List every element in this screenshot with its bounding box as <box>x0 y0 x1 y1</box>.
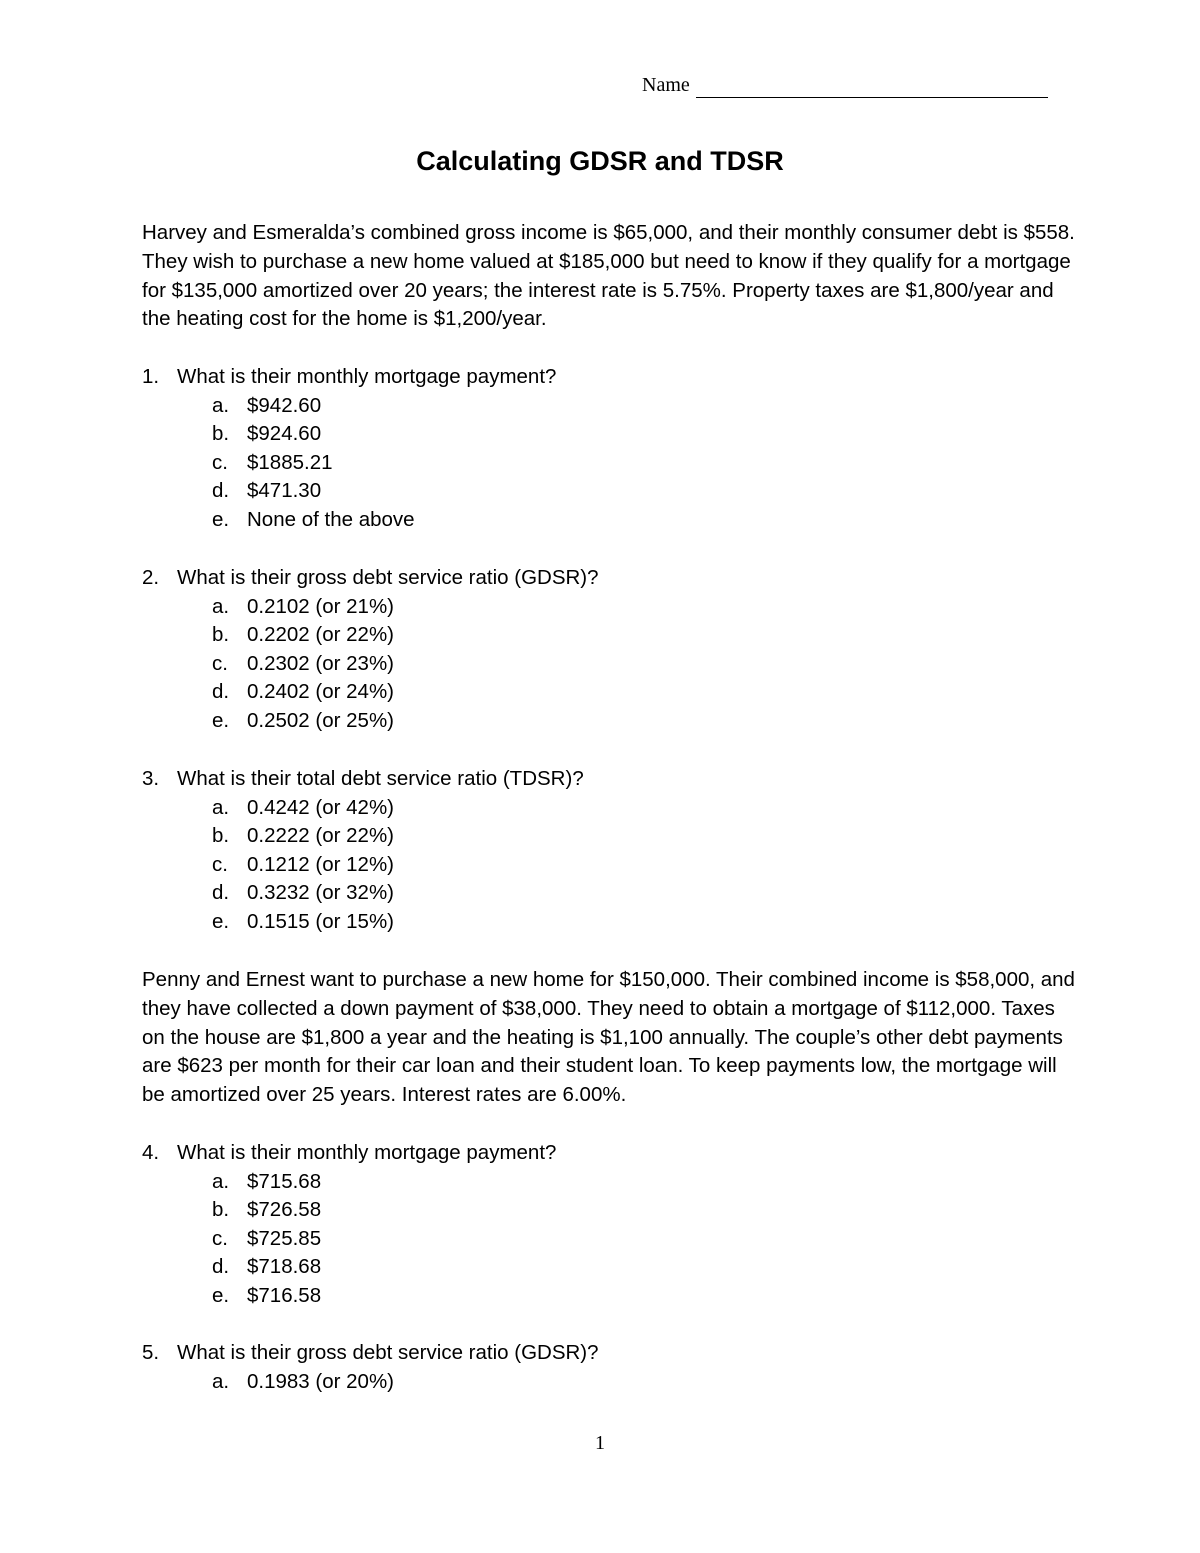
answer-option <box>142 506 1077 535</box>
option-letter: b. <box>212 1198 230 1222</box>
option-letter: c. <box>212 450 228 474</box>
answer-option <box>142 392 1077 421</box>
option-letter: d. <box>212 1255 230 1279</box>
option-letter: c. <box>212 852 228 876</box>
answer-option <box>142 794 1077 823</box>
answer-option <box>142 1168 1077 1197</box>
option-text: $726.58 <box>247 1198 322 1222</box>
option-text: $715.68 <box>247 1169 322 1193</box>
question-4 <box>142 1139 1077 1311</box>
option-text: $1885.21 <box>247 450 333 474</box>
option-text: $942.60 <box>247 393 322 417</box>
option-letter: e. <box>212 1283 230 1307</box>
page-title: Calculating GDSR and TDSR <box>416 146 784 176</box>
option-letter: a. <box>212 393 230 417</box>
option-text: $725.85 <box>247 1226 322 1250</box>
answer-options <box>142 1368 1077 1397</box>
answer-option <box>142 621 1077 650</box>
answer-option <box>142 1196 1077 1225</box>
option-text: $471.30 <box>247 479 322 503</box>
option-letter: c. <box>212 1226 228 1250</box>
option-text: 0.2502 (or 25%) <box>247 708 395 732</box>
option-text: 0.1515 (or 15%) <box>247 909 395 933</box>
answer-options <box>142 794 1077 937</box>
question-text <box>142 363 1077 392</box>
option-letter: a. <box>212 795 230 819</box>
question-prompt: What is their monthly mortgage payment? <box>177 365 557 388</box>
answer-option <box>142 477 1077 506</box>
option-letter: b. <box>212 422 230 446</box>
option-text: $924.60 <box>247 422 322 446</box>
option-text: 0.3232 (or 32%) <box>247 881 395 905</box>
option-text: 0.2202 (or 22%) <box>247 623 395 647</box>
option-text: 0.1212 (or 12%) <box>247 852 395 876</box>
answer-option <box>142 1253 1077 1282</box>
answer-option <box>142 420 1077 449</box>
scenario-paragraph-1: Harvey and Esmeralda’s combined gross income is $65,000, and their monthly consumer debt is $558. They wish to purchase a new home valued at $185,000 but need to know if they qualify for a mortgage for $135,000 amortized over 20 years; the interest rate is 5.75%. Property taxes are $1,800/year and the heating cost for the home is $1,200/year. <box>142 221 1075 331</box>
question-text <box>142 765 1077 794</box>
option-text: $716.58 <box>247 1283 322 1307</box>
option-text: 0.1983 (or 20%) <box>247 1369 395 1393</box>
question-number: 2. <box>142 566 160 589</box>
option-letter: d. <box>212 479 230 503</box>
answer-options <box>142 1168 1077 1311</box>
name-label: Name <box>642 74 690 96</box>
option-text: 0.2302 (or 23%) <box>247 651 395 675</box>
answer-options <box>142 593 1077 736</box>
question-5 <box>142 1339 1077 1396</box>
question-prompt: What is their monthly mortgage payment? <box>177 1141 557 1164</box>
question-3 <box>142 765 1077 937</box>
answer-option <box>142 650 1077 679</box>
question-1 <box>142 363 1077 535</box>
answer-option <box>142 908 1077 937</box>
question-text <box>142 1139 1077 1168</box>
answer-option <box>142 593 1077 622</box>
option-letter: b. <box>212 623 230 647</box>
question-number: 1. <box>142 365 160 388</box>
name-field <box>642 72 1048 98</box>
question-text <box>142 564 1077 593</box>
option-text: 0.4242 (or 42%) <box>247 795 395 819</box>
question-2 <box>142 564 1077 736</box>
option-letter: e. <box>212 507 230 531</box>
option-letter: b. <box>212 824 230 848</box>
question-prompt: What is their gross debt service ratio (GDSR)? <box>177 1341 599 1364</box>
option-letter: d. <box>212 881 230 905</box>
option-letter: a. <box>212 1369 230 1393</box>
answer-option <box>142 707 1077 736</box>
option-letter: e. <box>212 708 230 732</box>
name-blank-line <box>696 77 1048 98</box>
answer-options <box>142 392 1077 535</box>
answer-option <box>142 822 1077 851</box>
option-text: None of the above <box>247 507 415 531</box>
page-number: 1 <box>595 1432 605 1454</box>
answer-option <box>142 678 1077 707</box>
answer-option <box>142 1368 1077 1397</box>
option-letter: a. <box>212 1169 230 1193</box>
question-prompt: What is their gross debt service ratio (GDSR)? <box>177 566 599 589</box>
answer-option <box>142 851 1077 880</box>
answer-option <box>142 1225 1077 1254</box>
question-number: 3. <box>142 767 160 790</box>
answer-option <box>142 1282 1077 1311</box>
question-number: 5. <box>142 1341 160 1364</box>
option-letter: e. <box>212 909 230 933</box>
option-letter: d. <box>212 680 230 704</box>
answer-option <box>142 449 1077 478</box>
answer-option <box>142 879 1077 908</box>
option-letter: c. <box>212 651 228 675</box>
option-text: $718.68 <box>247 1255 322 1279</box>
question-text <box>142 1339 1077 1368</box>
scenario-paragraph-2: Penny and Ernest want to purchase a new home for $150,000. Their combined income is $58,000, and they have collected a down payment of $38,000. They need to obtain a mortgage of $112,000. Taxes on the house are $1,800 a year and the heating is $1,100 annually. The couple’s other debt payments are $623 per month for their car loan and their student loan. To keep payments low, the mortgage will be amortized over 25 years. Interest rates are 6.00%. <box>142 968 1075 1107</box>
option-text: 0.2402 (or 24%) <box>247 680 395 704</box>
option-text: 0.2102 (or 21%) <box>247 594 395 618</box>
option-letter: a. <box>212 594 230 618</box>
question-number: 4. <box>142 1141 160 1164</box>
option-text: 0.2222 (or 22%) <box>247 824 395 848</box>
question-prompt: What is their total debt service ratio (TDSR)? <box>177 767 584 790</box>
